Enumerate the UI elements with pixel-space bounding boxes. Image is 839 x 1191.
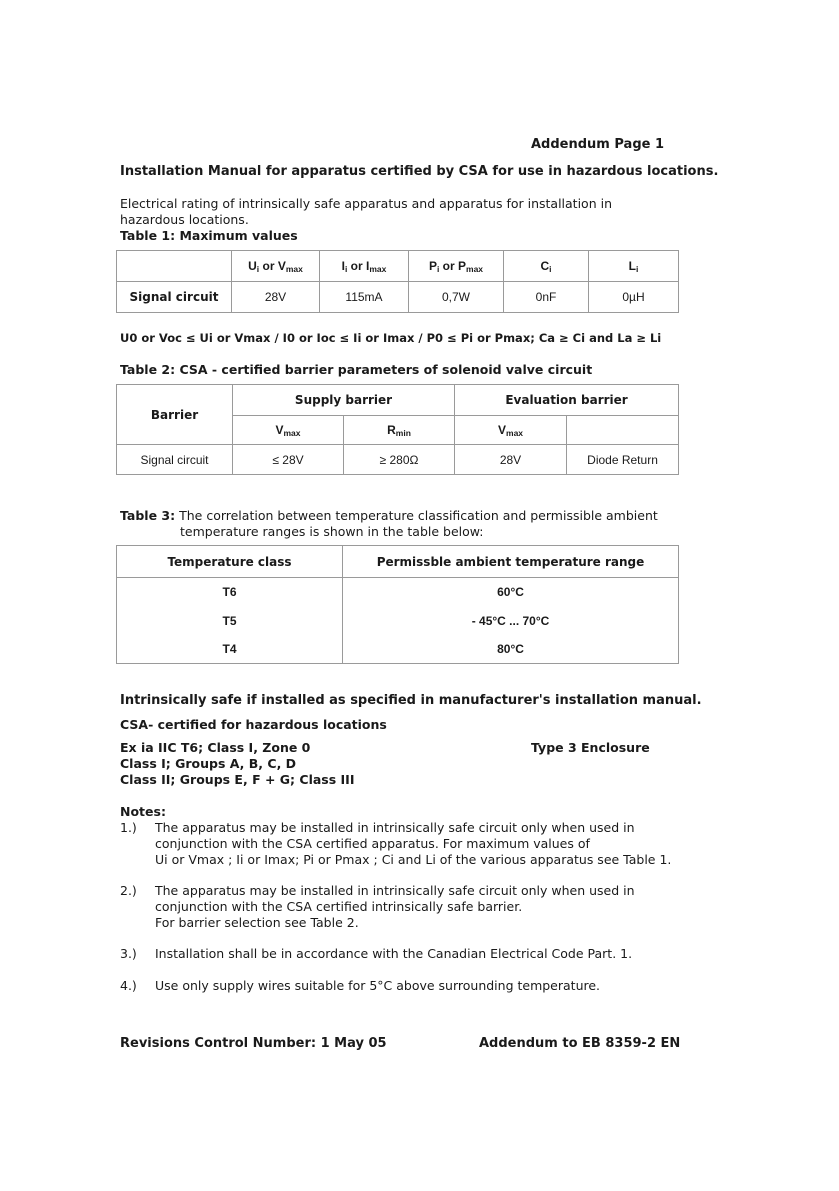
table1-value-c: 0nF [504, 282, 589, 313]
table1-value-p: 0,7W [409, 282, 504, 313]
table3-range-t4: 80°C [343, 635, 679, 664]
note-1-line2: conjunction with the CSA certified apparatus. For maximum values of [155, 836, 590, 851]
table3-caption [120, 508, 658, 540]
notes-heading: Notes: [120, 804, 166, 819]
note-1-number: 1.) [120, 820, 137, 835]
table1-empty-corner [117, 251, 232, 282]
table2-subheader-vmax-eval: $V_{max}$ [455, 416, 567, 445]
table1-maximum-values [116, 250, 679, 313]
csa-certified-line: CSA- certified for hazardous locations [120, 717, 387, 732]
table1-header-c: $C_i$ [504, 251, 589, 282]
note-2-line2: conjunction with the CSA certified intrinsically safe barrier. [155, 899, 523, 914]
table2-subheader-empty [567, 416, 679, 445]
table1-header-l: $L_i$ [589, 251, 679, 282]
table3-caption-label: Table 3: [120, 508, 176, 523]
table3-temperature-classes [116, 545, 679, 664]
table2-caption: Table 2: CSA - certified barrier parameters of solenoid valve circuit [120, 362, 593, 377]
note-3-text: Installation shall be in accordance with the Canadian Electrical Code Part. 1. [155, 946, 633, 961]
cert-line-3: Class II; Groups E, F + G; Class III [120, 772, 355, 787]
table1-value-l: 0µH [589, 282, 679, 313]
table2-barrier-parameters [116, 384, 679, 475]
cert-line-2: Class I; Groups A, B, C, D [120, 756, 297, 771]
table2-value-eval-vmax: 28V [455, 445, 567, 475]
formula-line: U0 or Voc ≤ Ui or Vmax / I0 or Ioc ≤ Ii or Imax / P0 ≤ Pi or Pmax; Ca ≥ Ci and La ≥ Li [120, 331, 662, 345]
note-4-number: 4.) [120, 978, 137, 993]
note-2-number: 2.) [120, 883, 137, 898]
cert-line-1: Ex ia IIC T6; Class I, Zone 0 [120, 740, 311, 755]
table3-range-t5: - 45°C ... 70°C [343, 607, 679, 635]
table2-supply-barrier: Supply barrier [233, 385, 455, 416]
table3-class-t5: T5 [117, 607, 343, 635]
safety-statement: Intrinsically safe if installed as specified in manufacturer's installation manual. [120, 693, 702, 708]
table1-value-u: 28V [232, 282, 320, 313]
note-2-line3: For barrier selection see Table 2. [155, 915, 359, 930]
table2-subheader-rmin: $R_{min}$ [344, 416, 455, 445]
note-1-text [155, 820, 675, 868]
certification-lines [120, 740, 354, 788]
table2-value-rmin: ≥ 280Ω [344, 445, 455, 475]
addendum-reference: Addendum to EB 8359-2 EN [479, 1036, 681, 1051]
table3-header-range: Permissble ambient temperature range [343, 546, 679, 578]
table3-caption-line2: temperature ranges is shown in the table below: [180, 524, 484, 539]
table1-row-label: Signal circuit [117, 282, 232, 313]
table3-class-t4: T4 [117, 635, 343, 664]
table2-value-supply-vmax: ≤ 28V [233, 445, 344, 475]
table2-value-diode-return: Diode Return [567, 445, 679, 475]
addendum-page-label: Addendum Page 1 [531, 137, 665, 152]
revision-control-number: Revisions Control Number: 1 May 05 [120, 1036, 387, 1051]
note-1-line3: Ui or Vmax ; Ii or Imax; Pi or Pmax ; Ci and Li of the various apparatus see Table 1. [155, 852, 672, 867]
table1-header-i: $I_i$ or $I_{max}$ [320, 251, 409, 282]
intro-text: Electrical rating of intrinsically safe apparatus and apparatus for installation in hazardous locations. [120, 196, 612, 227]
note-1-line1: The apparatus may be installed in intrinsically safe circuit only when used in [155, 820, 635, 835]
table1-value-i: 115mA [320, 282, 409, 313]
table1-header-p: $P_i$ or $P_{max}$ [409, 251, 504, 282]
table3-header-class: Temperature class [117, 546, 343, 578]
table2-evaluation-barrier: Evaluation barrier [455, 385, 679, 416]
note-2-text [155, 883, 675, 931]
table3-caption-line1: The correlation between temperature classification and permissible ambient [179, 508, 658, 523]
table3-range-t6: 60°C [343, 578, 679, 607]
table3-class-t6: T6 [117, 578, 343, 607]
note-3-number: 3.) [120, 946, 137, 961]
note-2-line1: The apparatus may be installed in intrinsically safe circuit only when used in [155, 883, 635, 898]
table1-caption: Table 1: Maximum values [120, 228, 298, 243]
table2-row-label: Signal circuit [117, 445, 233, 475]
table1-header-u: $U_i$ or $V_{max}$ [232, 251, 320, 282]
table2-subheader-vmax-supply: $V_{max}$ [233, 416, 344, 445]
note-4-text: Use only supply wires suitable for 5°C above surrounding temperature. [155, 978, 601, 993]
enclosure-type: Type 3 Enclosure [531, 740, 650, 755]
page-title: Installation Manual for apparatus certified by CSA for use in hazardous locations. [120, 164, 719, 179]
table2-barrier-label: Barrier [117, 385, 233, 445]
